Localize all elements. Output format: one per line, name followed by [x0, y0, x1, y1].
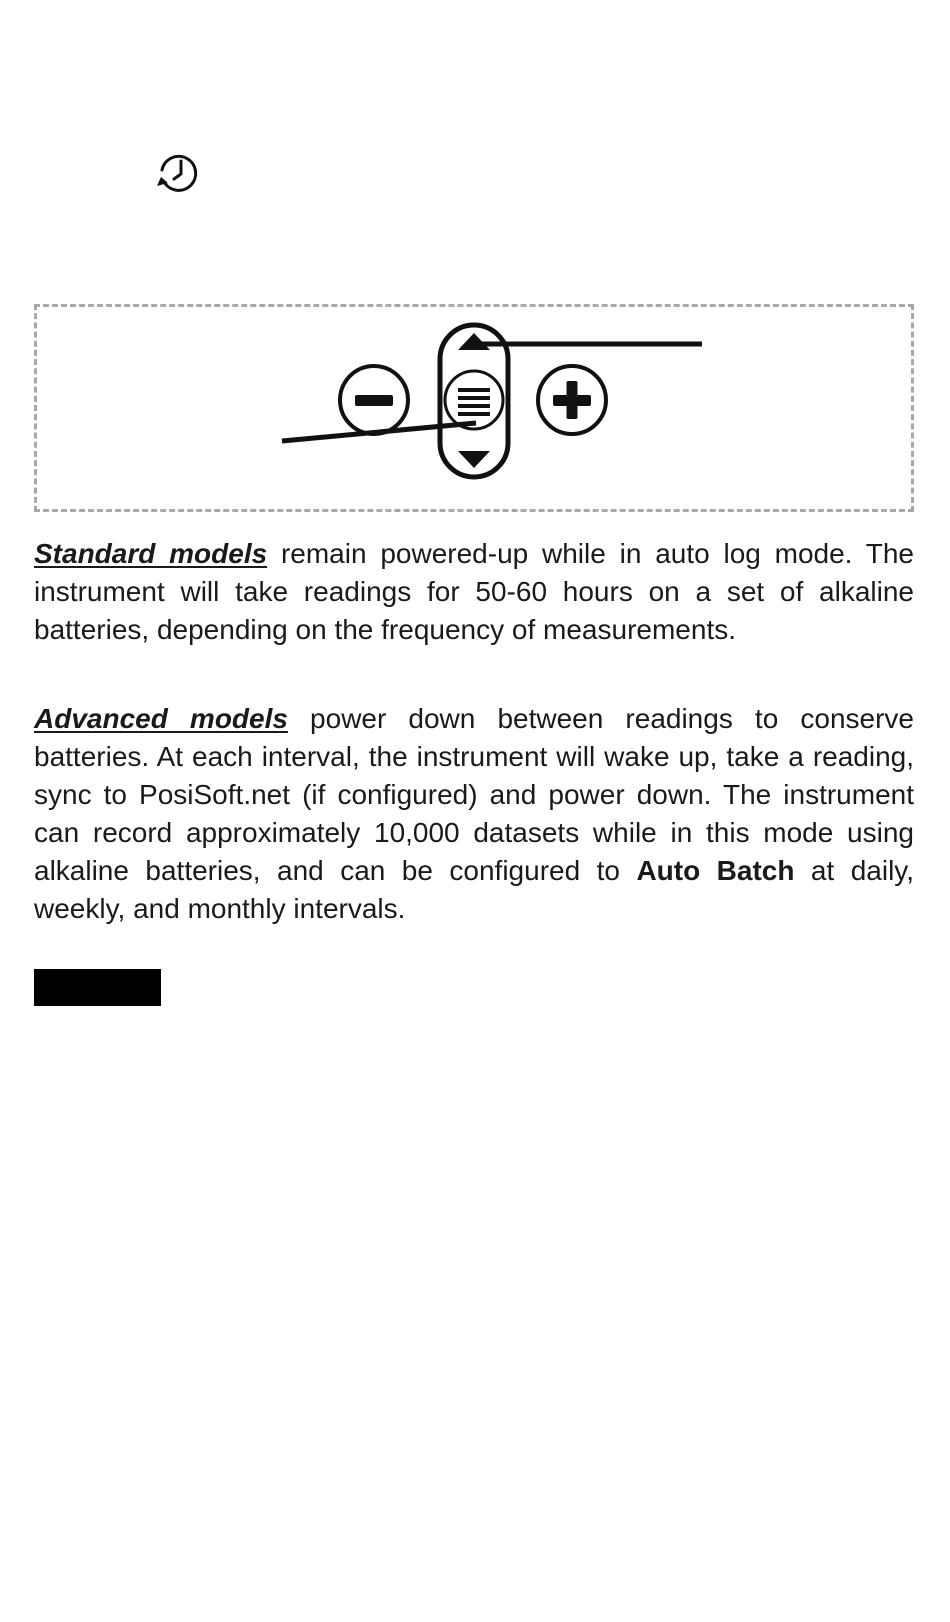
plus-button-icon [538, 366, 606, 434]
keypad-diagram [34, 304, 914, 512]
standard-models-paragraph [34, 535, 914, 649]
standard-models-text: remain powered-up while in auto log mode. The instrument will take readings for 50-60 hours on a set of alkaline batteries, depending on the frequency of measurements. [34, 538, 914, 645]
redaction-block [34, 969, 161, 1006]
auto-batch-term: Auto Batch [636, 855, 795, 886]
standard-models-heading: Standard models [34, 538, 268, 569]
advanced-models-heading: Advanced models [34, 703, 288, 734]
keypad-diagram-svg [37, 307, 911, 509]
advanced-models-paragraph [34, 700, 914, 928]
minus-button-icon [340, 366, 408, 434]
advanced-models-text-end: at daily, weekly, and monthly intervals. [34, 855, 915, 924]
auto-log-history-icon [156, 152, 200, 196]
menu-button-icon [445, 371, 503, 429]
advanced-models-text: power down between readings to conserve batteries. At each interval, the instrument will wake up, take a reading, sync to PosiSoft.net (if configured) and power down. The instrument can record approximately 10,000 datasets while in this mode using alkaline batteries, and can be configured to [34, 703, 914, 886]
